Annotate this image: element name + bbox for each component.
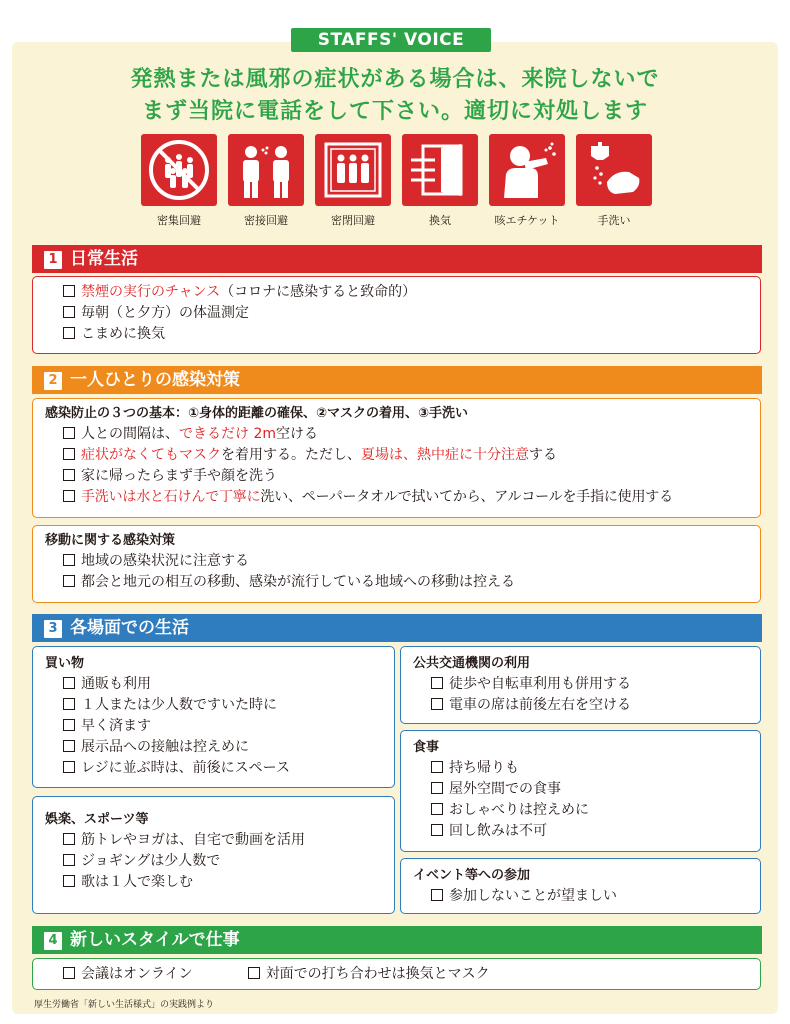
checkbox-icon — [431, 803, 443, 815]
list-item: １人または少人数ですいた時に — [63, 695, 394, 716]
transit-box — [400, 646, 761, 724]
checkbox-icon — [63, 427, 75, 439]
section-3-header — [32, 614, 762, 642]
icon-item-handwashing — [576, 134, 652, 228]
box-title: 公共交通機関の利用 — [413, 656, 531, 671]
box-title: イベント等への参加 — [413, 868, 531, 883]
daily-life-box — [32, 276, 761, 354]
section-title: 各場面での生活 — [70, 618, 189, 638]
checkbox-icon — [63, 719, 75, 731]
list-item: 家に帰ったらまず手や顔を洗う — [63, 466, 760, 487]
checkbox-icon — [63, 490, 75, 502]
checkbox-icon — [431, 824, 443, 836]
list-item: 対面での打ち合わせは換気とマスク — [248, 966, 490, 982]
checkbox-icon — [63, 761, 75, 773]
checkbox-icon — [431, 782, 443, 794]
checkbox-icon — [63, 306, 75, 318]
list-item: 会議はオンライン — [63, 966, 193, 982]
events-box — [400, 858, 761, 914]
list-item: 回し飲みは不可 — [431, 821, 760, 842]
list-item: 持ち帰りも — [431, 758, 760, 779]
section-title: 新しいスタイルで仕事 — [70, 930, 240, 950]
list-item: 電車の席は前後左右を空ける — [431, 695, 760, 716]
icon-item-ventilation — [402, 134, 478, 228]
section-2-header — [32, 366, 762, 394]
list-item: 歌は１人で楽しむ — [63, 872, 394, 893]
movement-box — [32, 525, 761, 603]
section-4-header — [32, 926, 762, 954]
box-title: 感染防止の３つの基本：①身体的距離の確保、②マスクの着用、③手洗い — [45, 406, 469, 421]
icon-label: 手洗い — [597, 214, 631, 227]
cough-etiquette-icon — [489, 134, 565, 206]
list-item: 毎朝（と夕方）の体温測定 — [63, 303, 760, 324]
list-item: 都会と地元の相互の移動、感染が流行している地域への移動は控える — [63, 572, 760, 593]
icon-item-closed-space — [315, 134, 391, 228]
checkbox-icon — [63, 327, 75, 339]
meals-box — [400, 730, 761, 852]
list-item: レジに並ぶ時は、前後にスペース — [63, 758, 394, 779]
list-item: 禁煙の実行のチャンス（コロナに感染すると致命的） — [63, 282, 760, 303]
source-note: 厚生労働省「新しい生活様式」の実践例より — [34, 1000, 215, 1010]
checkbox-icon — [63, 448, 75, 460]
list-item: おしゃべりは控えめに — [431, 800, 760, 821]
section-number: 4 — [44, 932, 62, 950]
box-title: 娯楽、スポーツ等 — [45, 812, 149, 827]
list-item: 参加しないことが望ましい — [431, 886, 760, 907]
checkbox-icon — [63, 469, 75, 481]
list-item: 屋外空間での食事 — [431, 779, 760, 800]
icon-item-close-contact — [228, 134, 304, 228]
list-item: こまめに換気 — [63, 324, 760, 345]
checkbox-icon — [63, 967, 75, 979]
shopping-box — [32, 646, 395, 788]
checkbox-icon — [63, 677, 75, 689]
checkbox-icon — [63, 285, 75, 297]
work-style-box — [32, 958, 761, 990]
checkbox-icon — [431, 761, 443, 773]
list-item: 徒歩や自転車利用も併用する — [431, 674, 760, 695]
list-item: 人との間隔は、できるだけ 2m空ける — [63, 424, 760, 445]
list-item: 症状がなくてもマスクを着用する。ただし、夏場は、熱中症に十分注意する — [63, 445, 760, 466]
checkbox-icon — [63, 854, 75, 866]
list-item: 展示品への接触は控えめに — [63, 737, 394, 758]
section-1-header — [32, 245, 762, 273]
handwashing-icon — [576, 134, 652, 206]
crowd-icon — [141, 134, 217, 206]
icon-item-crowd — [141, 134, 217, 228]
checkbox-icon — [63, 575, 75, 587]
ventilation-icon — [402, 134, 478, 206]
checkbox-icon — [63, 833, 75, 845]
icon-label: 密接回避 — [244, 214, 288, 227]
checkbox-icon — [431, 889, 443, 901]
icon-item-cough — [489, 134, 565, 228]
box-title: 買い物 — [45, 656, 85, 671]
section-title: 日常生活 — [70, 249, 138, 269]
list-item: 通販も利用 — [63, 674, 394, 695]
staffs-voice-badge: STAFFS' VOICE — [291, 28, 491, 52]
close-contact-icon — [228, 134, 304, 206]
headline-line-2: まず当院に電話をして下さい。適切に対処します — [141, 99, 648, 124]
section-number: 3 — [44, 620, 62, 638]
box-title: 移動に関する感染対策 — [45, 533, 176, 548]
checkbox-icon — [63, 875, 75, 887]
prevention-icons-row — [141, 134, 651, 234]
icon-label: 密閉回避 — [331, 214, 375, 227]
list-item: 手洗いは水と石けんで丁寧に洗い、ペーパータオルで拭いてから、アルコールを手指に使用する — [63, 487, 760, 508]
icon-label: 密集回避 — [157, 214, 201, 227]
list-item: 地域の感染状況に注意する — [63, 551, 760, 572]
checkbox-icon — [248, 967, 260, 979]
checkbox-icon — [63, 698, 75, 710]
checkbox-icon — [431, 698, 443, 710]
headline-line-1: 発熱または風邪の症状がある場合は、来院しないで — [130, 67, 660, 92]
checkbox-icon — [431, 677, 443, 689]
icon-label: 換気 — [429, 214, 451, 227]
basic-prevention-box — [32, 398, 761, 518]
icon-label: 咳エチケット — [494, 214, 560, 227]
section-number: 1 — [44, 251, 62, 269]
section-number: 2 — [44, 372, 62, 390]
list-item: ジョギングは少人数で — [63, 851, 394, 872]
list-item: 早く済ます — [63, 716, 394, 737]
list-item: 筋トレやヨガは、自宅で動画を活用 — [63, 830, 394, 851]
leisure-box — [32, 796, 395, 914]
section-title: 一人ひとりの感染対策 — [70, 370, 240, 390]
checkbox-icon — [63, 740, 75, 752]
checkbox-icon — [63, 554, 75, 566]
closed-space-icon — [315, 134, 391, 206]
box-title: 食事 — [413, 740, 440, 755]
